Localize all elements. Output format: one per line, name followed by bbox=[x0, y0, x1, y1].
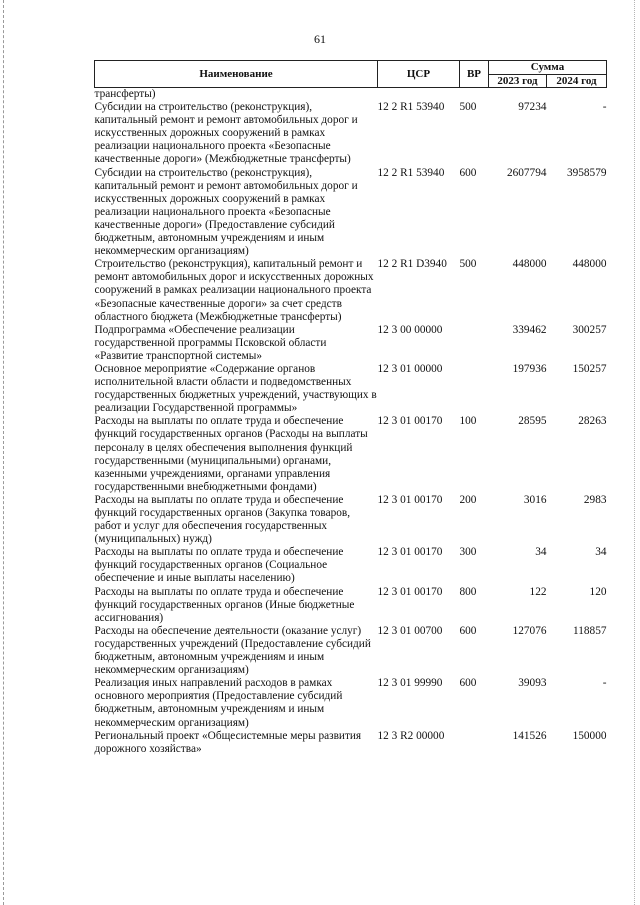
row-amount-2024: 28263 bbox=[578, 415, 607, 428]
row-amount-2024: 2983 bbox=[583, 493, 607, 506]
header-vr: ВР bbox=[460, 61, 489, 88]
row-amount-2024: 120 bbox=[589, 585, 607, 598]
row-amount-2023: 141526 bbox=[512, 729, 547, 742]
row-vr: 600 bbox=[459, 166, 477, 179]
row-vr: 800 bbox=[459, 585, 477, 598]
row-amount-2023: 34 bbox=[535, 546, 547, 559]
row-amount-2023: 39093 bbox=[518, 677, 547, 690]
table-row bbox=[95, 730, 607, 756]
row-vr bbox=[460, 363, 489, 415]
row-code: 12 3 01 00170 bbox=[377, 493, 443, 506]
table-row bbox=[95, 101, 607, 166]
table-row bbox=[95, 324, 607, 363]
row-code: 12 2 R1 53940 bbox=[377, 166, 445, 179]
table-row bbox=[95, 625, 607, 677]
row-code: 12 3 01 00000 bbox=[377, 362, 443, 375]
page-number: 61 bbox=[314, 32, 326, 46]
row-amount-2023: 28595 bbox=[518, 415, 547, 428]
header-year-2024: 2024 год bbox=[547, 74, 607, 88]
row-code: 12 3 01 99990 bbox=[377, 677, 443, 690]
table-row bbox=[95, 88, 607, 102]
row-code bbox=[378, 88, 460, 102]
row-name: Субсидии на строительство (реконструкция), капитальный ремонт и ремонт автомобильных дорог и искусственных дорожных сооружений в рамках реализации национального проекта «Безопасные качественные дороги» (Предоставление субсидий бюджетным, автономным учреждениям и иным некоммерческим организациям) bbox=[94, 166, 358, 258]
table-row bbox=[95, 363, 607, 415]
row-code: 12 3 01 00170 bbox=[377, 415, 443, 428]
row-amount-2024: - bbox=[602, 677, 607, 690]
row-amount-2024: 448000 bbox=[572, 258, 607, 271]
row-amount-2024: - bbox=[602, 101, 607, 114]
row-amount-2023: 97234 bbox=[518, 101, 547, 114]
table-row bbox=[95, 258, 607, 323]
header-sum: Сумма bbox=[489, 61, 607, 75]
row-name: Основное мероприятие «Содержание органов исполнительной власти области и подведомственных государственных бюджетных учреждений, участвующих в реализации Государственной программы» bbox=[94, 362, 377, 415]
scan-edge-right bbox=[634, 0, 636, 905]
row-name: Расходы на выплаты по оплате труда и обеспечение функций государственных органов (Социальное обеспечение и иные выплаты населению) bbox=[94, 546, 344, 585]
row-code: 12 3 01 00170 bbox=[377, 585, 443, 598]
table-body bbox=[95, 88, 607, 756]
table-row bbox=[95, 415, 607, 494]
row-name: Расходы на обеспечение деятельности (оказание услуг) государственных учреждений (Предоставление субсидий бюджетным, автономным учреждениям и иным некоммерческим организациям) bbox=[94, 624, 371, 677]
row-code: 12 2 R1 D3940 bbox=[377, 258, 447, 271]
table-row bbox=[95, 494, 607, 546]
row-vr: 500 bbox=[459, 101, 477, 114]
row-name: Субсидии на строительство (реконструкция), капитальный ремонт и ремонт автомобильных дорог и искусственных дорожных сооружений в рамках реализации национального проекта «Безопасные качественные дороги» (Межбюджетные трансферты) bbox=[94, 101, 358, 166]
row-code: 12 3 01 00170 bbox=[377, 546, 443, 559]
row-vr: 600 bbox=[459, 624, 477, 637]
row-amount-2024: 300257 bbox=[572, 323, 607, 336]
row-vr bbox=[460, 324, 489, 363]
row-code: 12 3 R2 00000 bbox=[377, 729, 445, 742]
scan-edge-left bbox=[3, 0, 5, 905]
row-vr: 100 bbox=[459, 415, 477, 428]
table-row bbox=[95, 677, 607, 729]
row-name: Строительство (реконструкция), капитальный ремонт и ремонт автомобильных дорог и искусственных дорожных сооружений в рамках реализации национального проекта «Безопасные качественные дороги» за счет средств областного бюджета (Межбюджетные трансферты) bbox=[94, 258, 374, 323]
row-name: Расходы на выплаты по оплате труда и обеспечение функций государственных органов (Расходы на выплаты персоналу в целях обеспечения выполнения функций государственными (муниципальными) органами, казенными учреждениями, органами управления государственными внебюджетными фондами) bbox=[94, 415, 368, 493]
row-amount-2023: 448000 bbox=[512, 258, 547, 271]
row-name: Региональный проект «Общесистемные меры развития дорожного хозяйства» bbox=[94, 729, 362, 755]
header-name: Наименование bbox=[95, 61, 378, 88]
row-amount-2024: 118857 bbox=[573, 624, 607, 637]
row-name: Расходы на выплаты по оплате труда и обеспечение функций государственных органов (Иные бюджетные ассигнования) bbox=[94, 585, 355, 624]
row-name: Расходы на выплаты по оплате труда и обеспечение функций государственных органов (Закупка товаров, работ и услуг для обеспечения государственных (муниципальных) нужд) bbox=[94, 493, 351, 546]
row-amount-2024 bbox=[547, 88, 607, 102]
row-name: Подпрограмма «Обеспечение реализации государственной программы Псковской области «Развитие транспортной системы» bbox=[94, 323, 327, 362]
row-vr: 300 bbox=[459, 546, 477, 559]
row-vr: 200 bbox=[459, 493, 477, 506]
row-vr bbox=[460, 730, 489, 756]
budget-table bbox=[94, 60, 607, 756]
row-amount-2023: 127076 bbox=[512, 624, 547, 637]
row-amount-2024: 150257 bbox=[572, 362, 607, 375]
header-code: ЦСР bbox=[378, 61, 460, 88]
row-name: Реализация иных направлений расходов в рамках основного мероприятия (Предоставление субсидий бюджетным, автономным учреждениям и иным некоммерческим организациям) bbox=[94, 677, 343, 729]
row-vr bbox=[460, 88, 489, 102]
row-amount-2023: 339462 bbox=[512, 323, 547, 336]
row-amount-2024: 150000 bbox=[572, 729, 607, 742]
row-amount-2024: 34 bbox=[595, 546, 607, 559]
row-name: трансферты) bbox=[94, 88, 156, 100]
row-code: 12 2 R1 53940 bbox=[377, 101, 445, 114]
row-amount-2023: 2607794 bbox=[506, 166, 547, 179]
row-vr: 600 bbox=[459, 677, 477, 690]
row-amount-2023 bbox=[489, 88, 547, 102]
header-year-2023: 2023 год bbox=[489, 74, 547, 88]
row-amount-2023: 197936 bbox=[512, 362, 547, 375]
row-vr: 500 bbox=[459, 258, 477, 271]
row-code: 12 3 00 00000 bbox=[377, 323, 443, 336]
table-row bbox=[95, 167, 607, 259]
row-code: 12 3 01 00700 bbox=[377, 624, 443, 637]
table-row bbox=[95, 546, 607, 585]
row-amount-2023: 3016 bbox=[523, 493, 547, 506]
row-amount-2023: 122 bbox=[529, 585, 547, 598]
row-amount-2024: 3958579 bbox=[566, 166, 607, 179]
table-row bbox=[95, 586, 607, 625]
table-header bbox=[95, 61, 607, 88]
